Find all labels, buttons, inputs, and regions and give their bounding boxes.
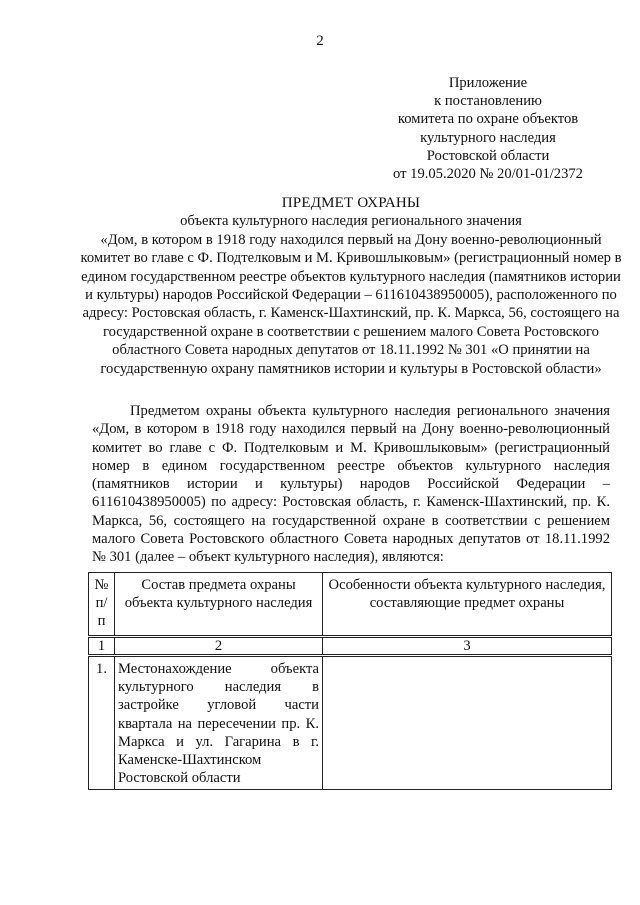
appendix-line: Ростовской области	[426, 147, 550, 164]
row-features	[323, 656, 612, 790]
document-title-block	[78, 194, 624, 378]
page-number: 2	[316, 33, 324, 49]
body-paragraph: Предметом охраны объекта культурного наследия регионального значения «Дом, в котором в 1918 году находился первый на Дону военно-революционный комитет во главе с Ф. Подтелковым и М. Кривошлыковым» (регистрационный номер в едином государственном реестре объектов культурного наследия (памятников истории и культуры) народов Российской Федерации – 611610438950005) по адресу: Ростовская область, г. Каменск-Шахтинский, пр. К. Маркса, 56, состоящего на государственной охране в соответствии с решением малого Совета Ростовского областного Совета народных депутатов от 18.11.1992 № 301 (далее – объект культурного наследия), являются:	[92, 403, 610, 566]
row-number: 1.	[89, 656, 115, 790]
column-number-row	[89, 637, 612, 656]
appendix-line: комитета по охране объектов	[397, 111, 579, 128]
table-header-row	[89, 573, 612, 637]
appendix-block	[360, 74, 616, 183]
column-number: 2	[115, 637, 323, 656]
appendix-line: Приложение	[448, 75, 528, 91]
header-number: № п/п	[89, 573, 115, 637]
column-number: 3	[323, 637, 612, 656]
row-composition: Местонахождение объекта культурного наследия в застройке угловой части квартала на пересечении пр. К. Маркса и ул. Гагарина в г. Каменске-Шахтинском Ростовской области	[115, 656, 323, 790]
document-subheading: объекта культурного наследия регионального значения	[180, 213, 522, 230]
appendix-line: к постановлению	[434, 93, 542, 110]
document-heading: ПРЕДМЕТ ОХРАНЫ	[281, 195, 421, 211]
appendix-line: культурного наследия	[420, 129, 556, 146]
protection-table	[88, 572, 612, 790]
column-number: 1	[89, 637, 115, 656]
table-row	[89, 656, 612, 790]
header-features: Особенности объекта культурного наследия, составляющие предмет охраны	[323, 573, 612, 637]
header-composition: Состав предмета охраны объекта культурного наследия	[115, 573, 323, 637]
object-description: «Дом, в котором в 1918 году находился первый на Дону военно-революционный комитет во главе с Ф. Подтелковым и М. Кривошлыковым» (регистрационный номер в едином государственном реестре объектов культурного наследия (памятников истории и культуры) народов Российской Федерации – 611610438950005), расположенного по адресу: Ростовская область, г. Каменск-Шахтинский, пр. К. Маркса, 56, состоящего на государственной охране в соответствии с решением малого Совета Ростовского областного Совета народных депутатов от 18.11.1992 № 301 «О принятии на государственную охрану памятников истории и культуры в Ростовской области»	[80, 231, 622, 377]
appendix-date-number: от 19.05.2020 № 20/01-01/2372	[393, 166, 583, 183]
